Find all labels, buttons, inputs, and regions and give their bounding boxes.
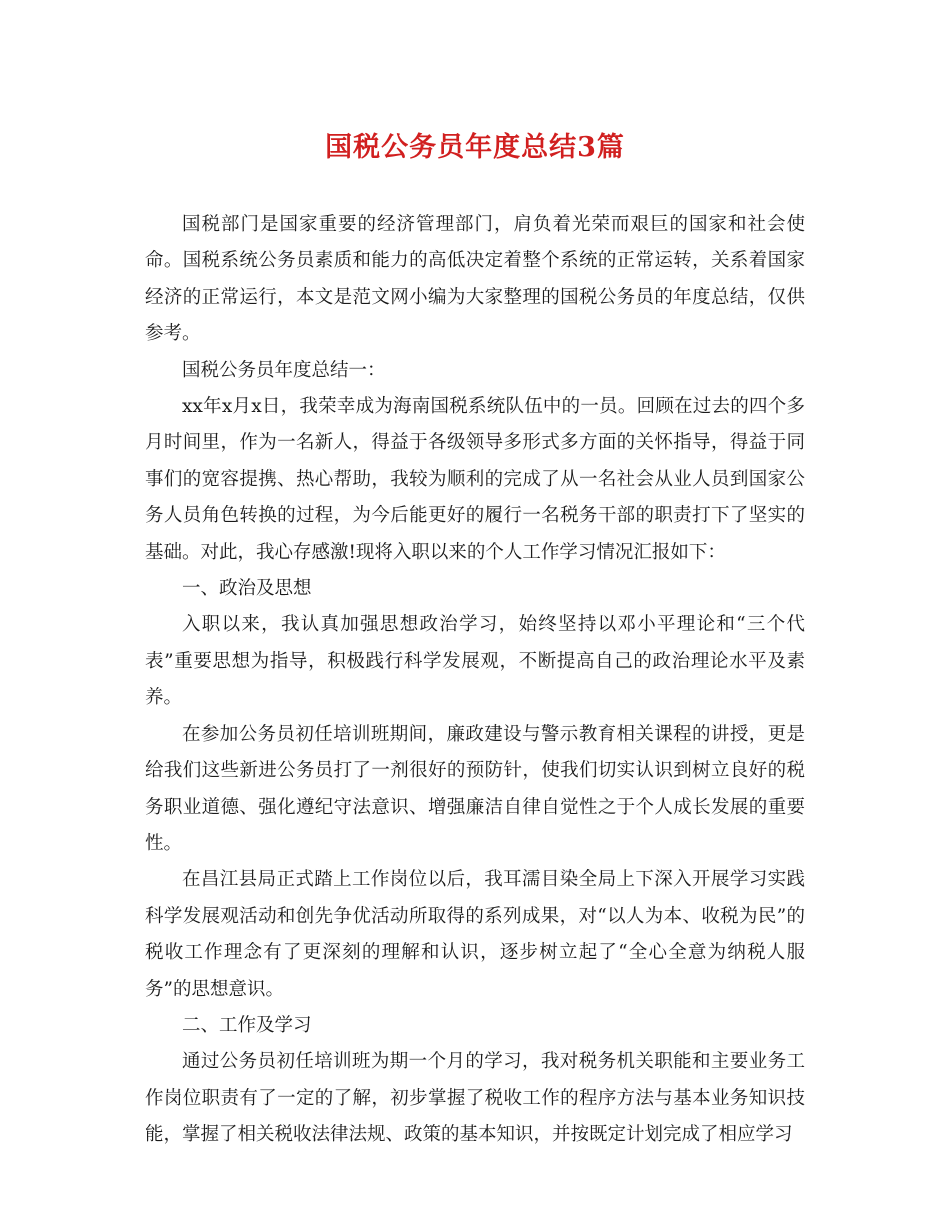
- paragraph: 在参加公务员初任培训班期间，廉政建设与警示教育相关课程的讲授，更是给我们这些新进公务员打了一剂很好的预防针，使我们切实认识到树立良好的税务职业道德、强化遵纪守法意识、增强廉洁自律自觉性之于个人成长发展的重要性。: [145, 723, 805, 854]
- paragraph-subheading: 二、工作及学习: [182, 1014, 312, 1036]
- paragraph: 在昌江县局正式踏上工作岗位以后，我耳濡目染全局上下深入开展学习实践科学发展观活动和创先争优活动所取得的系列成果，对“以人为本、收税为民”的税收工作理念有了更深刻的理解和认识，逐步树立起了“全心全意为纳税人服务”的思想意识。: [145, 869, 805, 1000]
- paragraph: 通过公务员初任培训班为期一个月的学习，我对税务机关职能和主要业务工作岗位职责有了一定的了解，初步掌握了税收工作的程序方法与基本业务知识技能，掌握了相关税收法律法规、政策的基本知识，并按既定计划完成了相应学习: [145, 1051, 805, 1146]
- paragraph-intro: 国税部门是国家重要的经济管理部门，肩负着光荣而艰巨的国家和社会使命。国税系统公务员素质和能力的高低决定着整个系统的正常运转，关系着国家经济的正常运行，本文是范文网小编为大家整理的国税公务员的年度总结，仅供参考。: [145, 214, 805, 345]
- paragraph: 入职以来，我认真加强思想政治学习，始终坚持以邓小平理论和“三个代表”重要思想为指导，积极践行科学发展观，不断提高自己的政治理论水平及素养。: [145, 614, 805, 709]
- paragraph-section-heading: 国税公务员年度总结一：: [182, 359, 386, 381]
- document-title: 国税公务员年度总结3篇: [325, 132, 625, 163]
- document-body: [145, 207, 805, 1154]
- paragraph-subheading: 一、政治及思想: [182, 578, 312, 600]
- paragraph: xx年x月x日，我荣幸成为海南国税系统队伍中的一员。回顾在过去的四个多月时间里，作为一名新人，得益于各级领导多形式多方面的关怀指导，得益于同事们的宽容提携、热心帮助，我较为顺利的完成了从一名社会从业人员到国家公务人员角色转换的过程，为今后能更好的履行一名税务干部的职责打下了坚实的基础。对此，我心存感激!现将入职以来的个人工作学习情况汇报如下：: [145, 396, 805, 563]
